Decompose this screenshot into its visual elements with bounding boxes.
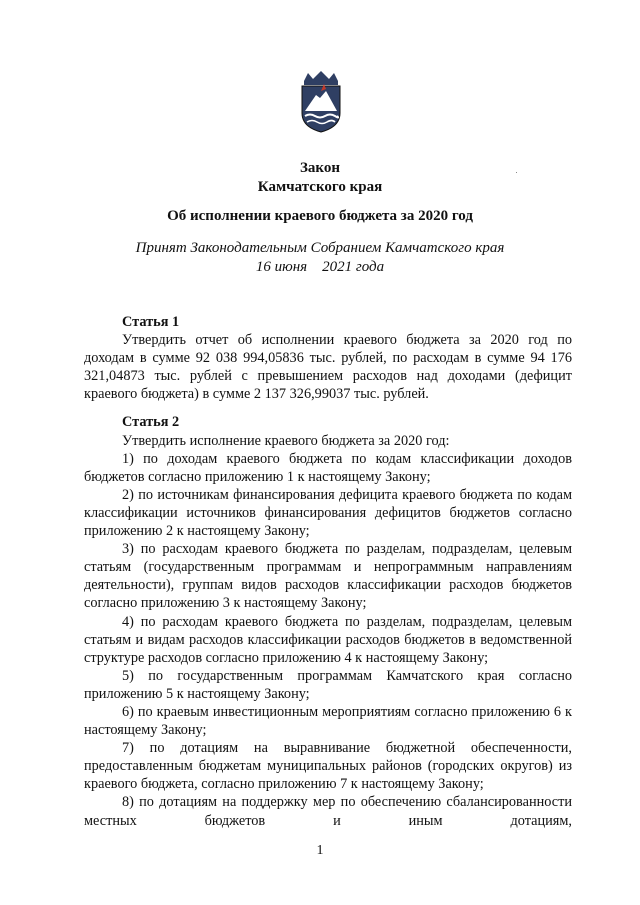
region-name: Камчатского края (257, 179, 383, 195)
kamchatka-coat-of-arms-icon (296, 71, 346, 133)
adoption-line: Принят Законодательным Собранием Камчатского края (135, 240, 505, 256)
adoption-date: 16 июня 2021 года (255, 259, 385, 275)
article-2-item: 4) по расходам краевого бюджета по разделам, подразделам, целевым статьям и видам расходов классификации расходов бюджетов в ведомственной структуре расходов согласно приложению 4 к настоящему Закону; (84, 613, 572, 666)
law-body (84, 313, 572, 830)
scan-speck (516, 172, 517, 173)
page-number: 1 (316, 843, 324, 858)
article-1-text: Утвердить отчет об исполнении краевого бюджета за 2020 год по доходам в сумме 92 038 994,05836 тыс. рублей, по расходам в сумме 94 176 321,04873 тыс. рублей с превышением расходов над доходами (дефицит краевого бюджета) в сумме 2 137 326,99037 тыс. рублей. (84, 332, 572, 403)
article-2-title: Статья 2 (122, 414, 180, 431)
article-2-intro: Утвердить исполнение краевого бюджета за 2020 год: (122, 432, 450, 449)
article-2-item: 8) по дотациям на поддержку мер по обеспечению сбалансированности местных бюджетов и иным дотациям, (84, 794, 572, 829)
article-2-item: 2) по источникам финансирования дефицита краевого бюджета по кодам классификации источников финансирования дефицитов бюджетов согласно приложению 2 к настоящему Закону; (84, 486, 572, 540)
article-2-item: 7) по дотациям на выравнивание бюджетной обеспеченности, предоставленным бюджетам муниципальных районов (городских округов) из краевого бюджета, согласно приложению 7 к настоящему Закону; (84, 740, 572, 793)
article-2-item: 1) по доходам краевого бюджета по кодам классификации доходов бюджетов согласно приложению 1 к настоящему Закону; (84, 450, 572, 485)
document-title: Об исполнении краевого бюджета за 2020 год (167, 208, 473, 224)
article-1-title: Статья 1 (122, 314, 180, 330)
document-type: Закон (299, 160, 340, 176)
article-2-item: 6) по краевым инвестиционным мероприятиям согласно приложению 6 к настоящему Закону; (84, 703, 572, 739)
article-2-item: 3) по расходам краевого бюджета по разделам, подразделам, целевым статьям (государственным программам и непрограммным направлениям деятельности), группам видов расходов классификации расходов бюджетов согласно приложению 3 к настоящему Закону; (84, 541, 572, 612)
article-2-item: 5) по государственным программам Камчатского края согласно приложению 5 к настоящему Закону; (84, 667, 572, 702)
